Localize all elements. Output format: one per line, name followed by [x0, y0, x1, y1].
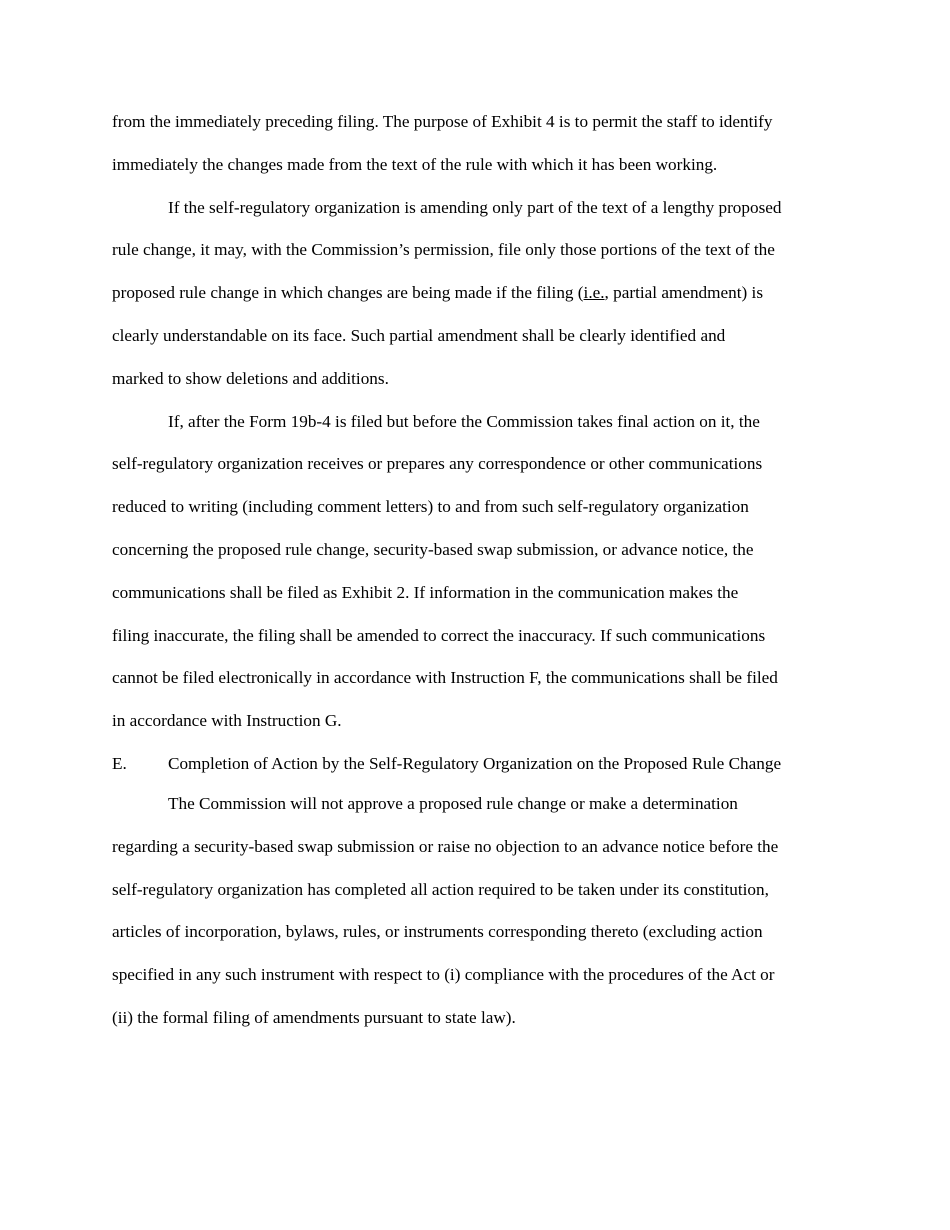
section-heading-e	[112, 743, 840, 783]
text-line: concerning the proposed rule change, security-based swap submission, or advance notice, the	[112, 539, 754, 559]
paragraph-completion-of-action	[112, 783, 840, 1040]
text-line: self-regulatory organization receives or prepares any correspondence or other communications	[112, 454, 763, 474]
text-line: in accordance with Instruction G.	[112, 711, 342, 731]
text-line: specified in any such instrument with respect to (i) compliance with the procedures of the Act or	[112, 965, 775, 985]
section-title: Completion of Action by the Self-Regulatory Organization on the Proposed Rule Change	[168, 753, 782, 773]
paragraph-partial-amendment	[112, 187, 840, 401]
text-line: (ii) the formal filing of amendments pursuant to state law).	[112, 1007, 516, 1027]
text-line: filing inaccurate, the filing shall be amended to correct the inaccuracy. If such communications	[112, 625, 766, 645]
text-line: marked to show deletions and additions.	[112, 368, 389, 388]
text-line: immediately the changes made from the text of the rule with which it has been working.	[112, 154, 718, 174]
text-line: reduced to writing (including comment letters) to and from such self-regulatory organization	[112, 497, 749, 517]
text-line: self-regulatory organization has completed all action required to be taken under its constitution,	[112, 879, 769, 899]
text-line: communications shall be filed as Exhibit 2. If information in the communication makes the	[112, 582, 739, 602]
paragraph-correspondence	[112, 401, 840, 743]
section-letter: E.	[112, 753, 127, 773]
text-line: clearly understandable on its face. Such partial amendment shall be clearly identified and	[112, 325, 726, 345]
text-line: rule change, it may, with the Commission’s permission, file only those portions of the text of the	[112, 240, 775, 260]
text-line: articles of incorporation, bylaws, rules, or instruments corresponding thereto (excluding action	[112, 922, 763, 942]
text-line: cannot be filed electronically in accordance with Instruction F, the communications shall be filed	[112, 668, 778, 688]
paragraph-exhibit-4-purpose	[112, 101, 840, 187]
text-line-with-ie	[112, 272, 840, 315]
text-line: The Commission will not approve a proposed rule change or make a determination	[168, 793, 738, 813]
document-page	[112, 101, 840, 1040]
text-segment: proposed rule change in which changes are being made if the filing (	[112, 283, 584, 303]
text-line: regarding a security-based swap submission or raise no objection to an advance notice before the	[112, 836, 779, 856]
text-segment: , partial amendment) is	[604, 283, 764, 303]
text-line: from the immediately preceding filing. The purpose of Exhibit 4 is to permit the staff to identify	[112, 112, 773, 131]
text-line: If the self-regulatory organization is amending only part of the text of a lengthy proposed	[168, 197, 782, 217]
text-line: If, after the Form 19b-4 is filed but before the Commission takes final action on it, the	[168, 411, 760, 431]
underlined-ie: i.e.	[583, 283, 605, 303]
